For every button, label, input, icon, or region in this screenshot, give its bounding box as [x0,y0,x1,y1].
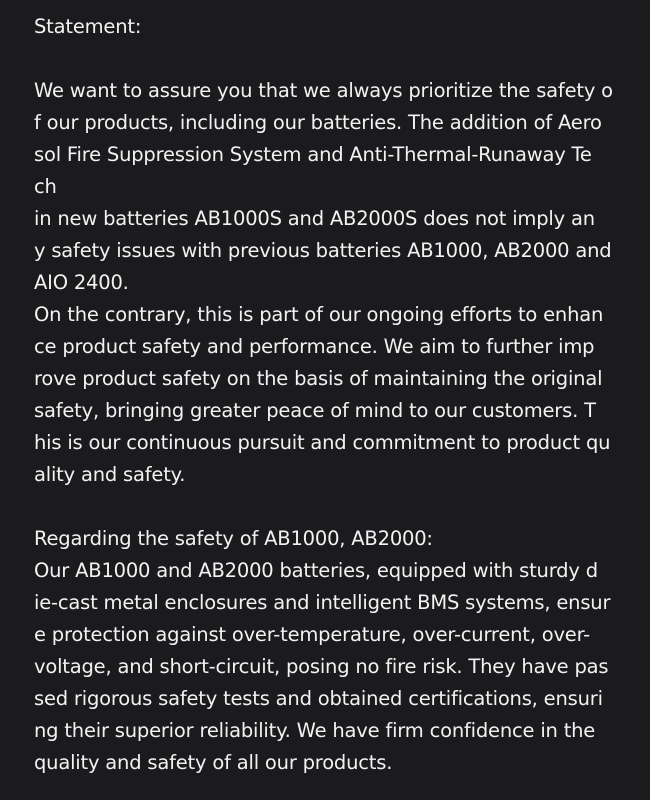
section-heading: Regarding the safety of AB1000, AB2000: [34,527,433,550]
text-line: rove product safety on the basis of maintaining the original [34,367,603,390]
text-line: sed rigorous safety tests and obtained certifications, ensuri [34,687,603,710]
text-line: ie-cast metal enclosures and intelligent BMS systems, ensur [34,591,611,614]
text-line: ce product safety and performance. We aim to further imp [34,335,595,358]
statement-document [34,11,634,779]
text-line: ch [34,175,57,198]
spacer [34,491,634,523]
text-line: ality and safety. [34,463,186,486]
text-line: On the contrary, this is part of our ongoing efforts to enhan [34,303,604,326]
text-line: his is our continuous pursuit and commitment to product qu [34,431,611,454]
text-line: safety, bringing greater peace of mind to our customers. T [34,399,596,422]
safety-paragraph [34,555,634,779]
text-line: in new batteries AB1000S and AB2000S does not imply an [34,207,595,230]
text-line: quality and safety of all our products. [34,751,393,774]
text-line: AIO 2400. [34,271,129,294]
text-line: sol Fire Suppression System and Anti-Thermal-Runaway Te [34,143,592,166]
text-line: ng their superior reliability. We have firm confidence in the [34,719,596,742]
text-line: We want to assure you that we always prioritize the safety o [34,79,613,102]
text-line: f our products, including our batteries. The addition of Aero [34,111,602,134]
text-line: Our AB1000 and AB2000 batteries, equipped with sturdy d [34,559,598,582]
text-line: e protection against over-temperature, over-current, over- [34,623,590,646]
text-line: y safety issues with previous batteries AB1000, AB2000 and [34,239,612,262]
spacer [34,43,634,75]
statement-heading: Statement: [34,15,142,38]
intro-paragraph [34,75,634,491]
text-line: voltage, and short-circuit, posing no fire risk. They have pas [34,655,609,678]
